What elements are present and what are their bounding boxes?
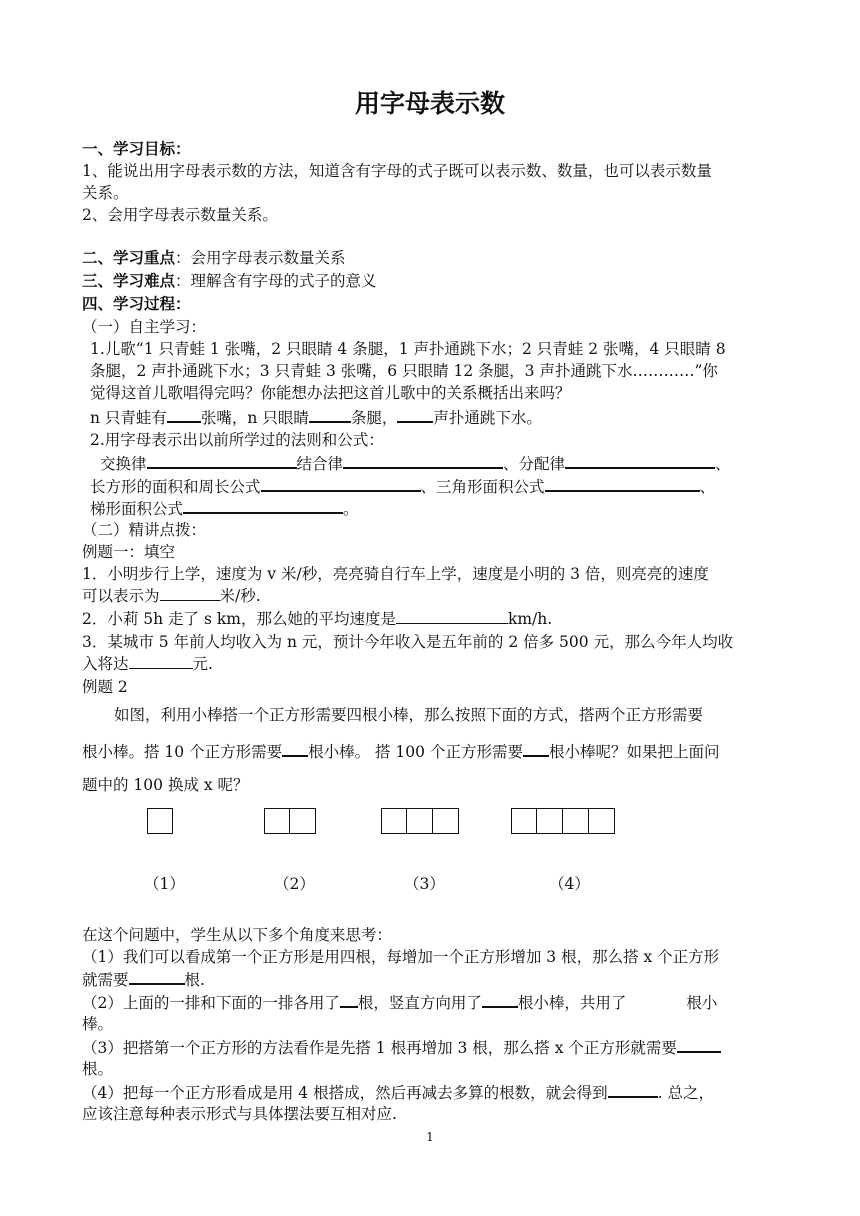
area-formula-line bbox=[90, 475, 715, 498]
blank-method-four[interactable] bbox=[608, 1081, 658, 1098]
blank-legs[interactable] bbox=[309, 406, 351, 423]
section-heading-difficulty: 三、学习难点 bbox=[82, 272, 176, 290]
rectangle-label: 长方形的面积和周长公式 bbox=[90, 478, 261, 496]
area-line-end: 、 bbox=[699, 478, 716, 496]
song-line-1: 1.儿歌“1 只青蛙 1 张嘴，2 只眼睛 4 条腿，1 声扑通跳下水；2 只青蛙 2 张嘴，4 只眼睛 8 bbox=[90, 340, 726, 358]
example-two-line-3: 题中的 100 换成 x 呢？ bbox=[82, 776, 249, 794]
section-heading-process: 四、学习过程： bbox=[82, 295, 191, 313]
question-1-text: 可以表示为 bbox=[82, 587, 160, 605]
thinking-1-line-1: （1）我们可以看成第一个正方形是用四根，每增加一个正方形增加 3 根，那么搭 x 个正方形 bbox=[82, 948, 720, 966]
thinking-4-text-a: （4）把每一个正方形看成是用 4 根搭成，然后再减去多算的根数，就会得到 bbox=[82, 1084, 608, 1102]
section-heading-key: 二、学习重点 bbox=[82, 249, 176, 267]
thinking-3-text: （3）把搭第一个正方形的方法看作是先搭 1 根再增加 3 根，那么搭 x 个正方形就需要 bbox=[82, 1039, 677, 1057]
laws-line bbox=[100, 452, 731, 475]
thinking-1-unit: 根. bbox=[184, 971, 205, 989]
song-line-3: 觉得这首儿歌唱得完吗？你能想办法把这首儿歌中的关系概括出来吗？ bbox=[90, 384, 571, 402]
difficulty-text: ：理解含有字母的式子的意义 bbox=[175, 272, 377, 290]
question-3-unit: 元. bbox=[192, 655, 213, 673]
blank-rectangle[interactable] bbox=[261, 475, 421, 492]
blank-ten-squares[interactable] bbox=[282, 740, 308, 757]
figure-two-squares bbox=[264, 808, 316, 834]
trapezoid-line bbox=[90, 497, 359, 520]
question-3-line-2 bbox=[82, 653, 213, 675]
self-study-heading: （一）自主学习： bbox=[82, 318, 207, 336]
example-two-line-2 bbox=[82, 740, 719, 763]
commutative-label: 交换律 bbox=[100, 455, 147, 473]
question-1-line-1: 1．小明步行上学，速度为 v 米/秒，亮亮骑自行车上学，速度是小明的 3 倍，则亮亮的速度 bbox=[82, 565, 709, 583]
page-number: 1 bbox=[426, 1130, 434, 1144]
thinking-2-text-b: 根，竖直方向用了 bbox=[357, 994, 482, 1012]
blank-x-squares[interactable] bbox=[129, 968, 185, 985]
figure-label-1: （1） bbox=[144, 875, 185, 893]
song-line-2: 条腿，2 声扑通跳下水；3 只青蛙 3 张嘴，6 只眼睛 12 条腿，3 声扑通跳下水…………”你 bbox=[90, 362, 718, 380]
blank-trapezoid[interactable] bbox=[183, 497, 343, 514]
blank-income[interactable] bbox=[129, 653, 193, 669]
thinking-4-line-2: 应该注意每种表示形式与具体摆法要互相对应. bbox=[82, 1105, 397, 1123]
frog-text-b: 张嘴，n 只眼睛 bbox=[200, 409, 309, 427]
trapezoid-label: 梯形面积公式 bbox=[90, 500, 184, 518]
example-two-text-c: 根小棒呢？如果把上面问 bbox=[548, 743, 720, 761]
figure-label-2: （2） bbox=[274, 875, 315, 893]
laws-end: 、 bbox=[715, 455, 731, 473]
section-heading-goals: 一、学习目标： bbox=[82, 140, 191, 158]
blank-triangle[interactable] bbox=[545, 475, 700, 492]
triangle-label: 、三角形面积公式 bbox=[420, 478, 545, 496]
blank-splashes[interactable] bbox=[397, 406, 433, 423]
question-3-text: 入将达 bbox=[82, 655, 129, 673]
difficulty-line bbox=[82, 270, 377, 292]
key-point-line bbox=[82, 247, 346, 269]
blank-commutative[interactable] bbox=[147, 452, 297, 469]
frog-blanks-line bbox=[90, 406, 542, 429]
question-1-line-2 bbox=[82, 585, 261, 607]
thinking-2-text-a: （2）上面的一排和下面的一排各用了 bbox=[82, 994, 340, 1012]
figure-label-3: （3） bbox=[404, 875, 445, 893]
thinking-3-line-2: 根。 bbox=[82, 1060, 114, 1078]
question-1-unit: 米/秒. bbox=[219, 587, 261, 605]
key-point-text: ：会用字母表示数量关系 bbox=[175, 249, 346, 267]
associative-label: 结合律 bbox=[296, 455, 344, 473]
figure-label-4: （4） bbox=[549, 875, 590, 893]
blank-hundred-squares[interactable] bbox=[523, 740, 549, 757]
blank-associative[interactable] bbox=[343, 452, 503, 469]
goal-line-2: 关系。 bbox=[82, 184, 129, 202]
blank-vertical[interactable] bbox=[482, 991, 518, 1008]
guided-heading: （二）精讲点拨： bbox=[82, 521, 207, 539]
thinking-2-line-1 bbox=[82, 991, 717, 1014]
thinking-1-line-2 bbox=[82, 968, 205, 991]
blank-average-speed[interactable] bbox=[396, 608, 508, 624]
trapezoid-end: 。 bbox=[343, 500, 359, 518]
frog-text-d: 声扑通跳下水。 bbox=[433, 409, 542, 427]
question-2-text: 2．小莉 5h 走了 s km，那么她的平均速度是 bbox=[82, 610, 396, 628]
thinking-intro: 在这个问题中，学生从以下多个角度来思考： bbox=[82, 926, 393, 944]
question-2-unit: km/h. bbox=[507, 610, 553, 628]
example-two-text-b: 根小棒。 搭 100 个正方形需要 bbox=[308, 743, 523, 761]
thinking-1-text: 就需要 bbox=[82, 971, 129, 989]
example-two-line-1: 如图，利用小棒搭一个正方形需要四根小棒，那么按照下面的方式，搭两个正方形需要 bbox=[114, 706, 704, 724]
goal-line-3: 2、会用字母表示数量关系。 bbox=[82, 206, 278, 224]
blank-mouths[interactable] bbox=[167, 406, 201, 423]
figure-one-square bbox=[147, 808, 173, 834]
blank-top-bottom[interactable] bbox=[340, 991, 358, 1008]
thinking-4-text-b: . 总之， bbox=[657, 1084, 714, 1102]
thinking-3-line-1 bbox=[82, 1036, 721, 1059]
question-3-line-1: 3．某城市 5 年前人均收入为 n 元，预计今年收入是五年前的 2 倍多 500 元，那么今年人均收 bbox=[82, 633, 734, 651]
thinking-4-line-1 bbox=[82, 1081, 714, 1104]
thinking-2-text-c: 根小棒，共用了 bbox=[517, 994, 627, 1012]
formula-intro: 2.用字母表示出以前所学过的法则和公式： bbox=[90, 431, 384, 449]
blank-method-three[interactable] bbox=[677, 1036, 721, 1053]
page-title: 用字母表示数 bbox=[354, 89, 505, 118]
example-one-heading: 例题一：填空 bbox=[82, 543, 176, 561]
distributive-label: 、分配律 bbox=[503, 455, 566, 473]
thinking-2-line-2: 棒。 bbox=[82, 1015, 114, 1033]
example-two-text-a: 根小棒。搭 10 个正方形需要 bbox=[82, 743, 283, 761]
blank-speed[interactable] bbox=[160, 585, 220, 601]
goal-line-1: 1、能说出用字母表示数的方法，知道含有字母的式子既可以表示数、数量，也可以表示数量 bbox=[82, 162, 712, 180]
frog-text-c: 条腿， bbox=[350, 409, 398, 427]
figure-three-squares bbox=[381, 808, 459, 834]
blank-distributive[interactable] bbox=[565, 452, 715, 469]
frog-text-a: n 只青蛙有 bbox=[90, 409, 167, 427]
figure-four-squares bbox=[511, 808, 615, 834]
question-2-line bbox=[82, 608, 552, 630]
example-two-heading: 例题 2 bbox=[82, 678, 128, 696]
thinking-2-text-d: 根小 bbox=[686, 994, 718, 1012]
